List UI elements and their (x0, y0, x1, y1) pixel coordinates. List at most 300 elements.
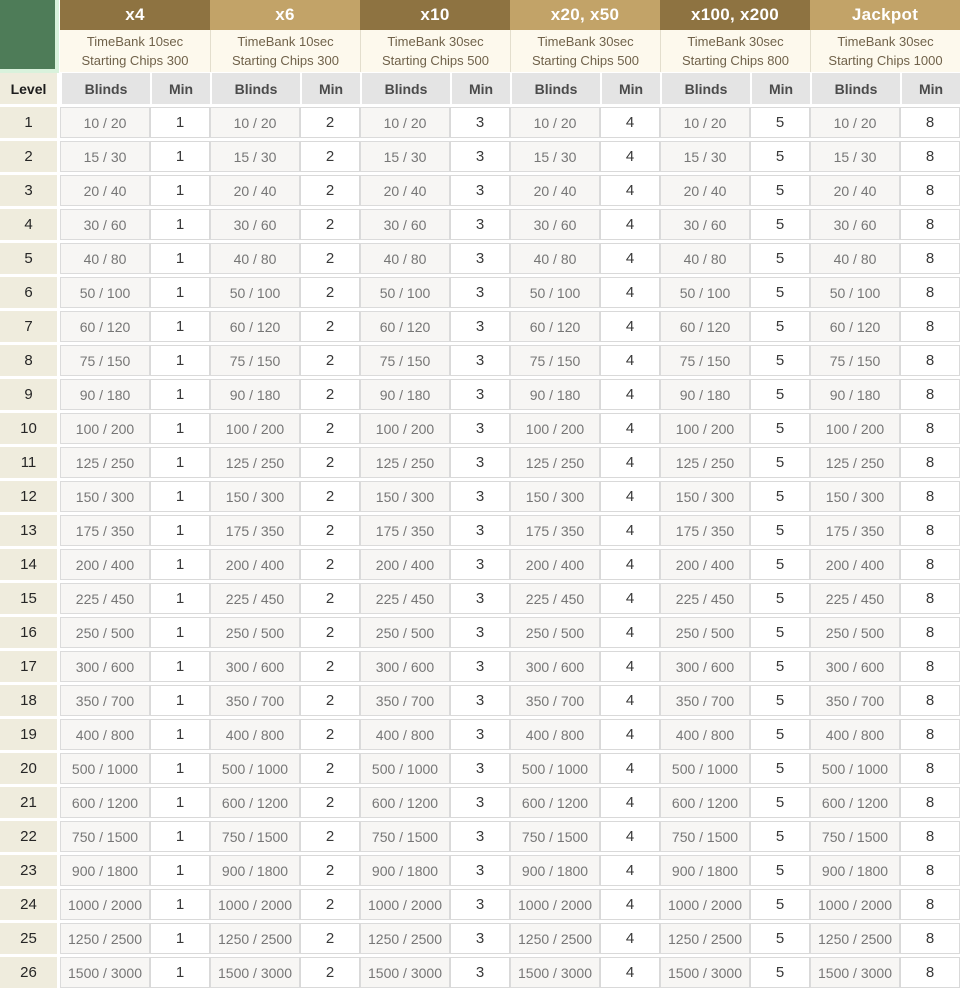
blinds-cell: 750 / 1500 (810, 821, 900, 852)
blinds-cell: 250 / 500 (210, 617, 300, 648)
blinds-cell: 400 / 800 (210, 719, 300, 750)
blinds-cell: 500 / 1000 (210, 753, 300, 784)
blinds-cell: 600 / 1200 (210, 787, 300, 818)
blinds-cell: 90 / 180 (210, 379, 300, 410)
blinds-cell: 225 / 450 (210, 583, 300, 614)
blinds-cell: 20 / 40 (60, 175, 150, 206)
min-cell: 4 (600, 345, 660, 376)
blinds-cell: 400 / 800 (660, 719, 750, 750)
corner-green-square (0, 0, 59, 73)
min-cell: 4 (600, 957, 660, 988)
blinds-cell: 900 / 1800 (60, 855, 150, 886)
min-column-header: Min (600, 73, 660, 104)
level-cell: 7 (0, 311, 60, 342)
blinds-column-header: Blinds (360, 73, 450, 104)
blinds-cell: 30 / 60 (810, 209, 900, 240)
blinds-cell: 1250 / 2500 (810, 923, 900, 954)
min-cell: 8 (900, 719, 960, 750)
min-cell: 1 (150, 889, 210, 920)
starting-chips-text: Starting Chips 500 (382, 53, 489, 68)
min-cell: 4 (600, 583, 660, 614)
blinds-cell: 600 / 1200 (60, 787, 150, 818)
blinds-cell: 300 / 600 (510, 651, 600, 682)
min-cell: 2 (300, 243, 360, 274)
min-cell: 8 (900, 685, 960, 716)
group-subheader (360, 30, 510, 72)
min-cell: 4 (600, 821, 660, 852)
blinds-cell: 1250 / 2500 (210, 923, 300, 954)
blinds-cell: 40 / 80 (60, 243, 150, 274)
min-cell: 3 (450, 617, 510, 648)
level-cell: 20 (0, 753, 60, 784)
min-cell: 8 (900, 923, 960, 954)
blinds-cell: 90 / 180 (360, 379, 450, 410)
min-cell: 5 (750, 651, 810, 682)
timebank-text: TimeBank 10sec (237, 33, 334, 49)
min-cell: 1 (150, 753, 210, 784)
blinds-cell: 20 / 40 (210, 175, 300, 206)
blinds-cell: 600 / 1200 (810, 787, 900, 818)
blinds-cell: 40 / 80 (810, 243, 900, 274)
starting-chips-text: Starting Chips 800 (682, 53, 789, 68)
min-cell: 4 (600, 277, 660, 308)
blinds-cell: 40 / 80 (660, 243, 750, 274)
min-cell: 5 (750, 243, 810, 274)
min-cell: 3 (450, 787, 510, 818)
blinds-cell: 750 / 1500 (510, 821, 600, 852)
level-cell: 15 (0, 583, 60, 614)
min-cell: 1 (150, 379, 210, 410)
min-cell: 1 (150, 277, 210, 308)
level-cell: 4 (0, 209, 60, 240)
min-cell: 1 (150, 787, 210, 818)
min-cell: 5 (750, 787, 810, 818)
min-cell: 1 (150, 719, 210, 750)
min-cell: 3 (450, 243, 510, 274)
min-cell: 8 (900, 515, 960, 546)
blinds-cell: 500 / 1000 (810, 753, 900, 784)
blinds-cell: 60 / 120 (210, 311, 300, 342)
min-cell: 3 (450, 685, 510, 716)
group-subheader (660, 30, 810, 72)
min-cell: 5 (750, 277, 810, 308)
min-cell: 2 (300, 719, 360, 750)
level-cell: 14 (0, 549, 60, 580)
min-cell: 1 (150, 685, 210, 716)
min-cell: 5 (750, 821, 810, 852)
blinds-cell: 150 / 300 (60, 481, 150, 512)
blinds-cell: 1500 / 3000 (210, 957, 300, 988)
min-cell: 8 (900, 957, 960, 988)
min-column-header: Min (450, 73, 510, 104)
level-cell: 13 (0, 515, 60, 546)
blinds-cell: 50 / 100 (660, 277, 750, 308)
min-cell: 1 (150, 107, 210, 138)
blinds-cell: 150 / 300 (810, 481, 900, 512)
blinds-cell: 350 / 700 (360, 685, 450, 716)
level-cell: 22 (0, 821, 60, 852)
blinds-cell: 20 / 40 (810, 175, 900, 206)
blinds-cell: 125 / 250 (360, 447, 450, 478)
blinds-cell: 15 / 30 (510, 141, 600, 172)
blinds-cell: 350 / 700 (210, 685, 300, 716)
min-cell: 3 (450, 209, 510, 240)
min-cell: 8 (900, 107, 960, 138)
blinds-cell: 150 / 300 (210, 481, 300, 512)
min-cell: 4 (600, 107, 660, 138)
blinds-cell: 175 / 350 (810, 515, 900, 546)
blinds-cell: 900 / 1800 (510, 855, 600, 886)
min-cell: 8 (900, 141, 960, 172)
min-cell: 2 (300, 617, 360, 648)
blinds-cell: 20 / 40 (360, 175, 450, 206)
min-cell: 1 (150, 413, 210, 444)
blinds-cell: 600 / 1200 (660, 787, 750, 818)
min-cell: 5 (750, 345, 810, 376)
level-cell: 6 (0, 277, 60, 308)
blinds-cell: 50 / 100 (210, 277, 300, 308)
blinds-cell: 75 / 150 (60, 345, 150, 376)
min-cell: 2 (300, 515, 360, 546)
blinds-cell: 100 / 200 (210, 413, 300, 444)
level-cell: 18 (0, 685, 60, 716)
blinds-cell: 200 / 400 (660, 549, 750, 580)
min-cell: 3 (450, 447, 510, 478)
min-cell: 4 (600, 889, 660, 920)
blinds-cell: 225 / 450 (360, 583, 450, 614)
min-cell: 2 (300, 821, 360, 852)
timebank-text: TimeBank 30sec (387, 33, 484, 49)
min-cell: 4 (600, 617, 660, 648)
blinds-cell: 350 / 700 (810, 685, 900, 716)
blinds-cell: 30 / 60 (510, 209, 600, 240)
min-cell: 3 (450, 753, 510, 784)
min-cell: 1 (150, 549, 210, 580)
min-cell: 4 (600, 141, 660, 172)
min-cell: 2 (300, 141, 360, 172)
blinds-cell: 125 / 250 (510, 447, 600, 478)
blinds-cell: 90 / 180 (510, 379, 600, 410)
blinds-cell: 300 / 600 (210, 651, 300, 682)
blinds-cell: 90 / 180 (660, 379, 750, 410)
min-cell: 2 (300, 379, 360, 410)
level-cell: 3 (0, 175, 60, 206)
min-cell: 2 (300, 685, 360, 716)
min-cell: 4 (600, 651, 660, 682)
min-cell: 1 (150, 855, 210, 886)
min-cell: 3 (450, 311, 510, 342)
min-cell: 3 (450, 481, 510, 512)
min-cell: 2 (300, 481, 360, 512)
blinds-cell: 125 / 250 (60, 447, 150, 478)
table-corner (0, 0, 60, 73)
min-cell: 4 (600, 719, 660, 750)
blinds-cell: 400 / 800 (810, 719, 900, 750)
min-cell: 8 (900, 311, 960, 342)
blinds-cell: 175 / 350 (210, 515, 300, 546)
min-cell: 1 (150, 821, 210, 852)
group-header-x10: x10 (360, 0, 510, 30)
min-cell: 2 (300, 209, 360, 240)
min-cell: 8 (900, 855, 960, 886)
min-cell: 4 (600, 549, 660, 580)
starting-chips-text: Starting Chips 300 (232, 53, 339, 68)
min-cell: 3 (450, 923, 510, 954)
group-subheader (60, 30, 210, 72)
min-cell: 2 (300, 107, 360, 138)
min-cell: 3 (450, 379, 510, 410)
min-cell: 3 (450, 957, 510, 988)
min-cell: 1 (150, 345, 210, 376)
min-cell: 2 (300, 651, 360, 682)
min-cell: 3 (450, 549, 510, 580)
blinds-cell: 900 / 1800 (360, 855, 450, 886)
blinds-cell: 500 / 1000 (360, 753, 450, 784)
min-cell: 4 (600, 481, 660, 512)
blinds-cell: 300 / 600 (660, 651, 750, 682)
min-cell: 8 (900, 651, 960, 682)
blinds-cell: 1250 / 2500 (660, 923, 750, 954)
min-cell: 8 (900, 175, 960, 206)
min-cell: 8 (900, 243, 960, 274)
min-cell: 3 (450, 719, 510, 750)
group-subheader (210, 30, 360, 72)
blinds-cell: 75 / 150 (660, 345, 750, 376)
timebank-text: TimeBank 30sec (537, 33, 634, 49)
blinds-cell: 250 / 500 (510, 617, 600, 648)
min-cell: 2 (300, 923, 360, 954)
blinds-cell: 200 / 400 (60, 549, 150, 580)
min-cell: 8 (900, 379, 960, 410)
min-cell: 8 (900, 481, 960, 512)
blinds-column-header: Blinds (660, 73, 750, 104)
level-cell: 25 (0, 923, 60, 954)
group-header-jackpot: Jackpot (810, 0, 960, 30)
min-cell: 5 (750, 141, 810, 172)
min-cell: 8 (900, 209, 960, 240)
blinds-cell: 75 / 150 (810, 345, 900, 376)
min-column-header: Min (300, 73, 360, 104)
blinds-cell: 50 / 100 (510, 277, 600, 308)
blinds-cell: 1000 / 2000 (60, 889, 150, 920)
blinds-cell: 500 / 1000 (660, 753, 750, 784)
blinds-cell: 60 / 120 (810, 311, 900, 342)
min-cell: 2 (300, 787, 360, 818)
blinds-cell: 15 / 30 (360, 141, 450, 172)
min-cell: 5 (750, 855, 810, 886)
min-cell: 8 (900, 345, 960, 376)
level-cell: 16 (0, 617, 60, 648)
min-cell: 3 (450, 413, 510, 444)
blinds-cell: 1500 / 3000 (660, 957, 750, 988)
blinds-cell: 15 / 30 (810, 141, 900, 172)
blinds-cell: 30 / 60 (660, 209, 750, 240)
min-cell: 2 (300, 753, 360, 784)
blinds-cell: 500 / 1000 (510, 753, 600, 784)
min-cell: 2 (300, 583, 360, 614)
min-cell: 8 (900, 787, 960, 818)
min-cell: 4 (600, 447, 660, 478)
blinds-cell: 1250 / 2500 (60, 923, 150, 954)
blinds-cell: 10 / 20 (360, 107, 450, 138)
min-cell: 2 (300, 855, 360, 886)
blinds-cell: 10 / 20 (660, 107, 750, 138)
min-cell: 5 (750, 889, 810, 920)
blinds-cell: 10 / 20 (510, 107, 600, 138)
blinds-cell: 750 / 1500 (360, 821, 450, 852)
min-cell: 4 (600, 311, 660, 342)
blinds-cell: 750 / 1500 (60, 821, 150, 852)
min-column-header: Min (150, 73, 210, 104)
min-cell: 5 (750, 617, 810, 648)
min-cell: 2 (300, 413, 360, 444)
blinds-cell: 350 / 700 (510, 685, 600, 716)
blinds-cell: 20 / 40 (660, 175, 750, 206)
timebank-text: TimeBank 30sec (687, 33, 784, 49)
blinds-cell: 250 / 500 (660, 617, 750, 648)
min-cell: 1 (150, 923, 210, 954)
blinds-cell: 100 / 200 (810, 413, 900, 444)
blinds-cell: 200 / 400 (810, 549, 900, 580)
blinds-cell: 15 / 30 (660, 141, 750, 172)
blinds-cell: 40 / 80 (210, 243, 300, 274)
blinds-cell: 1000 / 2000 (660, 889, 750, 920)
min-cell: 5 (750, 379, 810, 410)
min-cell: 8 (900, 753, 960, 784)
blinds-cell: 100 / 200 (660, 413, 750, 444)
blinds-cell: 300 / 600 (810, 651, 900, 682)
blinds-column-header: Blinds (810, 73, 900, 104)
blinds-cell: 90 / 180 (60, 379, 150, 410)
blinds-cell: 10 / 20 (810, 107, 900, 138)
min-cell: 8 (900, 549, 960, 580)
min-cell: 5 (750, 549, 810, 580)
level-cell: 17 (0, 651, 60, 682)
level-column-header: Level (0, 73, 60, 104)
blinds-cell: 40 / 80 (510, 243, 600, 274)
blinds-cell: 50 / 100 (810, 277, 900, 308)
min-cell: 8 (900, 277, 960, 308)
level-cell: 23 (0, 855, 60, 886)
min-cell: 1 (150, 481, 210, 512)
blinds-cell: 90 / 180 (810, 379, 900, 410)
min-cell: 5 (750, 311, 810, 342)
blinds-cell: 100 / 200 (60, 413, 150, 444)
blinds-cell: 20 / 40 (510, 175, 600, 206)
min-cell: 1 (150, 243, 210, 274)
level-cell: 2 (0, 141, 60, 172)
blinds-cell: 125 / 250 (210, 447, 300, 478)
min-cell: 5 (750, 583, 810, 614)
min-cell: 1 (150, 583, 210, 614)
blinds-cell: 900 / 1800 (210, 855, 300, 886)
level-cell: 26 (0, 957, 60, 988)
blinds-cell: 75 / 150 (510, 345, 600, 376)
blinds-cell: 1000 / 2000 (360, 889, 450, 920)
level-cell: 24 (0, 889, 60, 920)
blinds-cell: 225 / 450 (660, 583, 750, 614)
blinds-cell: 250 / 500 (360, 617, 450, 648)
blinds-cell: 30 / 60 (60, 209, 150, 240)
blinds-cell: 15 / 30 (60, 141, 150, 172)
min-cell: 3 (450, 345, 510, 376)
blinds-cell: 100 / 200 (510, 413, 600, 444)
blinds-cell: 40 / 80 (360, 243, 450, 274)
blinds-cell: 10 / 20 (60, 107, 150, 138)
blinds-cell: 60 / 120 (60, 311, 150, 342)
min-cell: 5 (750, 175, 810, 206)
min-cell: 4 (600, 855, 660, 886)
min-cell: 8 (900, 447, 960, 478)
min-cell: 2 (300, 889, 360, 920)
blinds-cell: 1500 / 3000 (510, 957, 600, 988)
blinds-cell: 60 / 120 (360, 311, 450, 342)
min-cell: 3 (450, 515, 510, 546)
min-cell: 3 (450, 107, 510, 138)
min-cell: 2 (300, 175, 360, 206)
blinds-cell: 60 / 120 (660, 311, 750, 342)
min-cell: 1 (150, 515, 210, 546)
level-cell: 9 (0, 379, 60, 410)
blinds-cell: 600 / 1200 (510, 787, 600, 818)
group-header-x100-x200: x100, x200 (660, 0, 810, 30)
min-cell: 4 (600, 787, 660, 818)
min-cell: 3 (450, 651, 510, 682)
min-cell: 5 (750, 685, 810, 716)
min-cell: 5 (750, 481, 810, 512)
min-cell: 1 (150, 175, 210, 206)
min-cell: 4 (600, 209, 660, 240)
blinds-cell: 30 / 60 (360, 209, 450, 240)
group-header-x6: x6 (210, 0, 360, 30)
min-cell: 8 (900, 821, 960, 852)
group-subheader (810, 30, 960, 72)
min-column-header: Min (750, 73, 810, 104)
blinds-cell: 30 / 60 (210, 209, 300, 240)
min-cell: 2 (300, 277, 360, 308)
min-cell: 4 (600, 175, 660, 206)
min-cell: 5 (750, 923, 810, 954)
min-cell: 1 (150, 617, 210, 648)
min-cell: 2 (300, 447, 360, 478)
blinds-cell: 200 / 400 (510, 549, 600, 580)
blinds-cell: 60 / 120 (510, 311, 600, 342)
blinds-cell: 10 / 20 (210, 107, 300, 138)
min-cell: 1 (150, 957, 210, 988)
min-cell: 3 (450, 821, 510, 852)
level-cell: 12 (0, 481, 60, 512)
min-cell: 5 (750, 413, 810, 444)
blinds-cell: 200 / 400 (360, 549, 450, 580)
blinds-cell: 75 / 150 (360, 345, 450, 376)
min-cell: 1 (150, 141, 210, 172)
blinds-cell: 175 / 350 (60, 515, 150, 546)
blinds-cell: 300 / 600 (60, 651, 150, 682)
min-cell: 3 (450, 889, 510, 920)
level-cell: 19 (0, 719, 60, 750)
min-cell: 2 (300, 957, 360, 988)
min-cell: 8 (900, 889, 960, 920)
level-cell: 1 (0, 107, 60, 138)
min-cell: 5 (750, 447, 810, 478)
blinds-cell: 150 / 300 (660, 481, 750, 512)
blinds-cell: 50 / 100 (360, 277, 450, 308)
level-cell: 8 (0, 345, 60, 376)
min-cell: 1 (150, 447, 210, 478)
min-cell: 8 (900, 617, 960, 648)
blinds-cell: 1500 / 3000 (60, 957, 150, 988)
blinds-cell: 225 / 450 (60, 583, 150, 614)
